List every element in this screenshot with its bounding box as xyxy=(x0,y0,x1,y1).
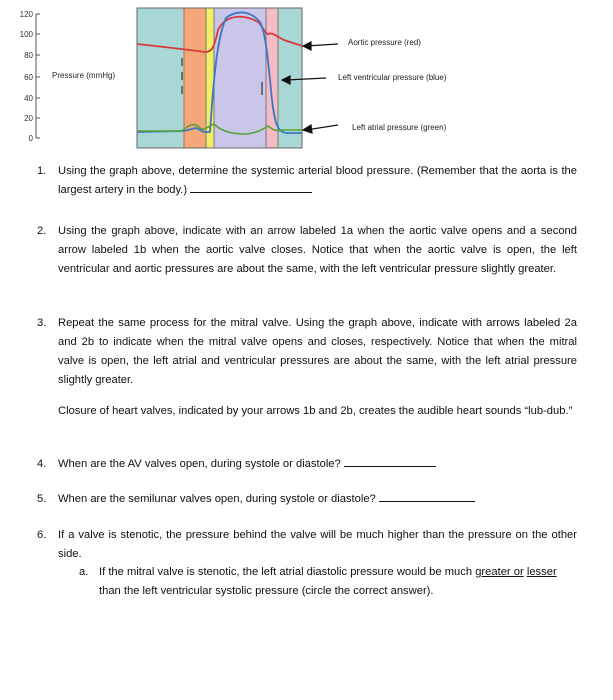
question-number: 1. xyxy=(37,165,47,177)
aortic-pressure-label: Aortic pressure (red) xyxy=(348,38,421,47)
option-greater[interactable]: greater or xyxy=(475,566,524,578)
valve-closure-note xyxy=(37,402,577,421)
note-text: Closure of heart valves, indicated by your arrows 1b and 2b, creates the audible heart sounds “lub-dub.” xyxy=(58,405,573,417)
y-tick-20: 20 xyxy=(24,114,33,123)
answer-blank[interactable] xyxy=(344,455,436,467)
option-lesser[interactable]: lesser xyxy=(526,566,557,578)
question-number: 4. xyxy=(37,458,47,470)
y-axis-label: Pressure (mmHg) xyxy=(52,71,116,80)
answer-blank[interactable] xyxy=(379,490,475,502)
question-1 xyxy=(37,162,577,200)
question-number: 6. xyxy=(37,529,47,541)
question-6 xyxy=(37,526,577,564)
question-text: Using the graph above, determine the systemic arterial blood pressure. (Remember that the aorta is the largest artery in the body.) xyxy=(58,165,577,196)
pressure-graph xyxy=(0,0,613,160)
ventricular-pressure-label: Left ventricular pressure (blue) xyxy=(338,73,447,82)
question-3 xyxy=(37,314,577,390)
question-number: 3. xyxy=(37,317,47,329)
y-tick-80: 80 xyxy=(24,51,33,60)
answer-blank[interactable] xyxy=(190,181,312,193)
question-number: 2. xyxy=(37,225,47,237)
y-tick-100: 100 xyxy=(19,30,33,39)
atrial-pressure-label: Left atrial pressure (green) xyxy=(352,123,447,132)
question-5 xyxy=(37,490,577,509)
question-number: 5. xyxy=(37,493,47,505)
question-text: Repeat the same process for the mitral valve. Using the graph above, indicate with arrows labeled 2a and 2b to indicate when the mitral valve opens and closes, respectively. Notice that when the mitral valve is open, the left atrial and ventricular pressures are about the same, with the left atrial pressure slightly greater. xyxy=(58,317,577,386)
question-6a xyxy=(79,563,563,601)
sub-question-number: a. xyxy=(79,566,89,578)
sub-question-text: If the mitral valve is stenotic, the left atrial diastolic pressure would be much xyxy=(99,566,473,578)
question-4 xyxy=(37,455,577,474)
y-tick-120: 120 xyxy=(19,10,33,19)
question-text: When are the AV valves open, during systole or diastole? xyxy=(58,458,341,470)
sub-question-text-end: than the left ventricular systolic pressure (circle the correct answer). xyxy=(99,585,434,597)
question-text: When are the semilunar valves open, during systole or diastole? xyxy=(58,493,376,505)
question-text: Using the graph above, indicate with an arrow labeled 1a when the aortic valve opens and a second arrow labeled 1b when the aortic valve closes. Notice that when the aortic valve is open, the left ventricular and aortic pressures are about the same, with the left ventricular pressure slightly greater. xyxy=(58,225,577,275)
y-tick-0: 0 xyxy=(28,134,33,143)
y-ticks xyxy=(20,10,40,143)
y-tick-40: 40 xyxy=(24,94,33,103)
y-tick-60: 60 xyxy=(24,73,33,82)
question-2 xyxy=(37,222,577,279)
question-text: If a valve is stenotic, the pressure behind the valve will be much higher than the pressure on the other side. xyxy=(58,529,577,560)
